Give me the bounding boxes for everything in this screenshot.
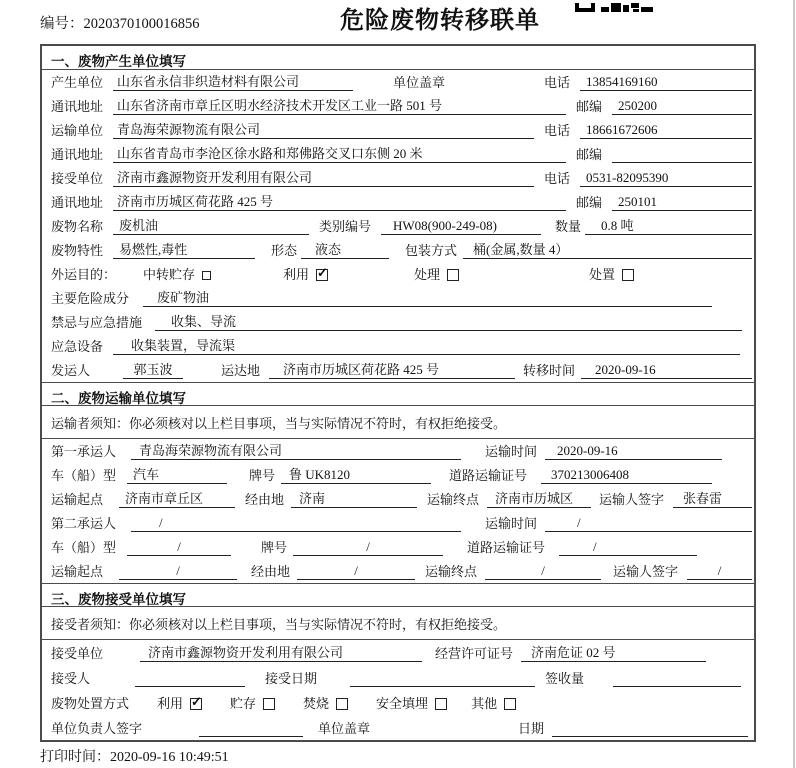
hazard-label: 主要危险成分 [51, 291, 130, 306]
taboo-row [42, 310, 754, 334]
license-label: 经营许可证号 [435, 646, 514, 661]
vehicle1-row [42, 463, 754, 487]
character-label: 废物特性 [51, 243, 104, 258]
via-label: 经由地 [245, 492, 285, 507]
producer-row [42, 70, 754, 94]
receiver-zip-value: 250101 [612, 194, 752, 211]
purpose-row [42, 262, 754, 286]
checkbox-use [316, 269, 328, 281]
receive-person-label: 接受人 [51, 671, 91, 686]
shipper-label: 发运人 [51, 363, 91, 378]
plate-label: 牌号 [249, 468, 276, 483]
origin2-value: / [119, 563, 237, 580]
quantity-label: 数量 [555, 219, 582, 234]
producer-zip-value: 250200 [612, 98, 752, 115]
page-right-edge [793, 0, 795, 768]
transporter-address-row [42, 142, 754, 166]
taboo-value: 收集、导流 [155, 311, 742, 331]
section3-header: 三、废物接受单位填写 [42, 583, 754, 607]
phone-label: 电话 [544, 75, 571, 90]
vehicle2-value: / [127, 539, 231, 556]
transporter-sign-label: 运输人签字 [599, 492, 665, 507]
disposal-incinerate-label: 焚烧 [303, 696, 330, 711]
vehicle1-value: 汽车 [127, 464, 227, 484]
phone-label: 电话 [544, 171, 571, 186]
quantity-value: 0.8 吨 [585, 215, 752, 235]
shipper-row [42, 358, 754, 382]
print-time-value: 2020-09-16 10:49:51 [110, 750, 229, 765]
carrier1-row [42, 439, 754, 463]
print-time-label: 打印时间： [40, 750, 110, 765]
serial-value: 2020370100016856 [83, 16, 200, 32]
form-title: 危险废物转移联单 [340, 8, 540, 34]
plate1-value: 鲁 UK8120 [281, 464, 431, 484]
transfer-form-table [40, 44, 756, 742]
transport-time-label: 运输时间 [485, 516, 538, 531]
form-value: 液态 [301, 239, 389, 259]
disposal-method-label: 废物处置方式 [51, 696, 130, 711]
purpose-option-treat-label: 处理 [414, 267, 441, 282]
origin-label: 运输起点 [51, 492, 104, 507]
receiver-label: 接受单位 [51, 171, 104, 186]
transporter-sign2-value: / [687, 563, 752, 580]
equipment-row [42, 334, 754, 358]
checkbox-disposal-storage [263, 698, 275, 710]
transporter-label: 运输单位 [51, 123, 104, 138]
endpoint-label: 运输终点 [425, 564, 478, 579]
transport-time2-value: / [545, 515, 752, 532]
address-label: 通讯地址 [51, 99, 104, 114]
carrier1-value: 青岛海荣源物流有限公司 [131, 440, 461, 460]
package-value: 桶(金属,数量 4） [463, 239, 752, 259]
checkbox-treat [447, 269, 459, 281]
receiver-address-row [42, 190, 754, 214]
endpoint-label: 运输终点 [427, 492, 480, 507]
equipment-label: 应急设备 [51, 339, 104, 354]
road-cert-label: 道路运输证号 [449, 468, 528, 483]
license-value: 济南危证 02 号 [521, 642, 706, 662]
transporter-sign1-value: 张春雷 [673, 488, 752, 508]
zip-label: 邮编 [576, 195, 603, 210]
checkbox-transfer-storage [202, 271, 211, 280]
via1-value: 济南 [291, 488, 417, 508]
hazard-value: 废矿物油 [143, 287, 712, 307]
qr-code-fragment [575, 0, 653, 18]
receive-date-label: 接受日期 [265, 671, 318, 686]
waste-name-label: 废物名称 [51, 219, 104, 234]
producer-label: 产生单位 [51, 75, 104, 90]
vehicle-type-label: 车（船）型 [51, 540, 117, 555]
receive-person-value [135, 670, 245, 687]
route2-row [42, 559, 754, 583]
producer-value: 山东省永信非织造材料有限公司 [113, 71, 353, 91]
disposal-storage-label: 贮存 [230, 696, 257, 711]
character-value: 易燃性,毒性 [113, 239, 255, 259]
zip-label: 邮编 [576, 99, 603, 114]
checkbox-dispose [622, 269, 634, 281]
transfer-time-value: 2020-09-16 [581, 362, 752, 379]
road-cert-label: 道路运输证号 [467, 540, 546, 555]
transfer-time-label: 转移时间 [523, 363, 576, 378]
receiver-row [42, 166, 754, 190]
vehicle2-row [42, 535, 754, 559]
purpose-option-transfer-label: 中转贮存 [143, 267, 196, 282]
purpose-label: 外运目的： [51, 267, 117, 282]
transporter-value: 青岛海荣源物流有限公司 [113, 119, 534, 139]
receive-unit-row [42, 640, 754, 665]
section2-header: 二、废物运输单位填写 [42, 382, 754, 406]
transporter-notice: 运输者须知：你必须核对以上栏目事项，当与实际情况不符时，有权拒绝接受。 [42, 406, 754, 439]
purpose-option-dispose-label: 处置 [589, 267, 616, 282]
checkbox-disposal-incinerate [336, 698, 348, 710]
address-label: 通讯地址 [51, 195, 104, 210]
receive-unit-label: 接受单位 [51, 646, 104, 661]
sign-date-label: 日期 [518, 721, 545, 736]
receive-person-row [42, 665, 754, 690]
waste-character-row [42, 238, 754, 262]
transporter-phone-value: 18661672606 [580, 122, 752, 139]
waste-name-value: 废机油 [113, 215, 309, 235]
plate2-value: / [293, 539, 443, 556]
transport-time1-value: 2020-09-16 [545, 443, 722, 460]
phone-label: 电话 [544, 123, 571, 138]
destination-label: 运达地 [221, 363, 261, 378]
equipment-value: 收集装置，导流渠 [113, 335, 740, 355]
disposal-landfill-label: 安全填埋 [376, 696, 429, 711]
checkbox-disposal-other [504, 698, 516, 710]
disposal-other-label: 其他 [471, 696, 498, 711]
via2-value: / [297, 563, 415, 580]
receiver-value: 济南市鑫源物资开发利用有限公司 [113, 167, 534, 187]
origin-label: 运输起点 [51, 564, 104, 579]
serial-label: 编号： [40, 16, 84, 32]
via-label: 经由地 [251, 564, 291, 579]
package-label: 包装方式 [405, 243, 458, 258]
form-serial [40, 12, 200, 33]
checkbox-disposal-use [190, 698, 202, 710]
road-cert2-value: / [559, 539, 697, 556]
receiver-address-value: 济南市历城区荷花路 425 号 [113, 191, 566, 211]
leader-sign-row [42, 715, 754, 740]
destination-value: 济南市历城区荷花路 425 号 [269, 359, 515, 379]
category-label: 类别编号 [319, 219, 372, 234]
transporter-zip-value [612, 146, 752, 163]
checkbox-disposal-landfill [435, 698, 447, 710]
transport-time-label: 运输时间 [485, 444, 538, 459]
producer-address-value: 山东省济南市章丘区明水经济技术开发区工业一路 501 号 [113, 95, 566, 115]
receive-date-value [350, 670, 535, 687]
origin1-value: 济南市章丘区 [119, 488, 235, 508]
leader-sign-value [199, 720, 303, 737]
carrier2-label: 第二承运人 [51, 516, 117, 531]
endpoint1-value: 济南市历城区 [487, 488, 591, 508]
receive-unit-value: 济南市鑫源物资开发利用有限公司 [140, 642, 422, 662]
receipt-amount-label: 签收量 [545, 671, 585, 686]
receiver-notice: 接受者须知：你必须核对以上栏目事项，当与实际情况不符时，有权拒绝接受。 [42, 607, 754, 640]
seal-label: 单位盖章 [393, 75, 446, 90]
print-time [40, 746, 229, 766]
form-label: 形态 [271, 243, 298, 258]
zip-label: 邮编 [576, 147, 603, 162]
carrier2-row [42, 511, 754, 535]
carrier2-value: / [131, 515, 461, 532]
shipper-value: 郭玉波 [123, 359, 183, 379]
unit-seal-label: 单位盖章 [318, 721, 371, 736]
producer-address-row [42, 94, 754, 118]
category-value: HW08(900-249-08) [381, 218, 541, 235]
sign-date-value [552, 720, 748, 737]
transporter-row [42, 118, 754, 142]
waste-name-row [42, 214, 754, 238]
leader-sign-label: 单位负责人签字 [51, 721, 143, 736]
receiver-phone-value: 0531-82095390 [580, 170, 752, 187]
endpoint2-value: / [485, 563, 601, 580]
route1-row [42, 487, 754, 511]
disposal-use-label: 利用 [157, 696, 184, 711]
producer-phone-value: 13854169160 [580, 74, 752, 91]
purpose-option-use-label: 利用 [283, 267, 310, 282]
plate-label: 牌号 [261, 540, 288, 555]
taboo-label: 禁忌与应急措施 [51, 315, 143, 330]
vehicle-type-label: 车（船）型 [51, 468, 117, 483]
carrier1-label: 第一承运人 [51, 444, 117, 459]
address-label: 通讯地址 [51, 147, 104, 162]
hazard-row [42, 286, 754, 310]
road-cert1-value: 370213006408 [541, 467, 712, 484]
transporter-sign-label: 运输人签字 [613, 564, 679, 579]
receipt-amount-value [613, 670, 741, 687]
section1-header: 一、废物产生单位填写 [42, 46, 754, 70]
transporter-address-value: 山东省青岛市李沧区徐水路和郑佛路交叉口东侧 20 米 [113, 143, 566, 163]
disposal-method-row [42, 690, 754, 715]
